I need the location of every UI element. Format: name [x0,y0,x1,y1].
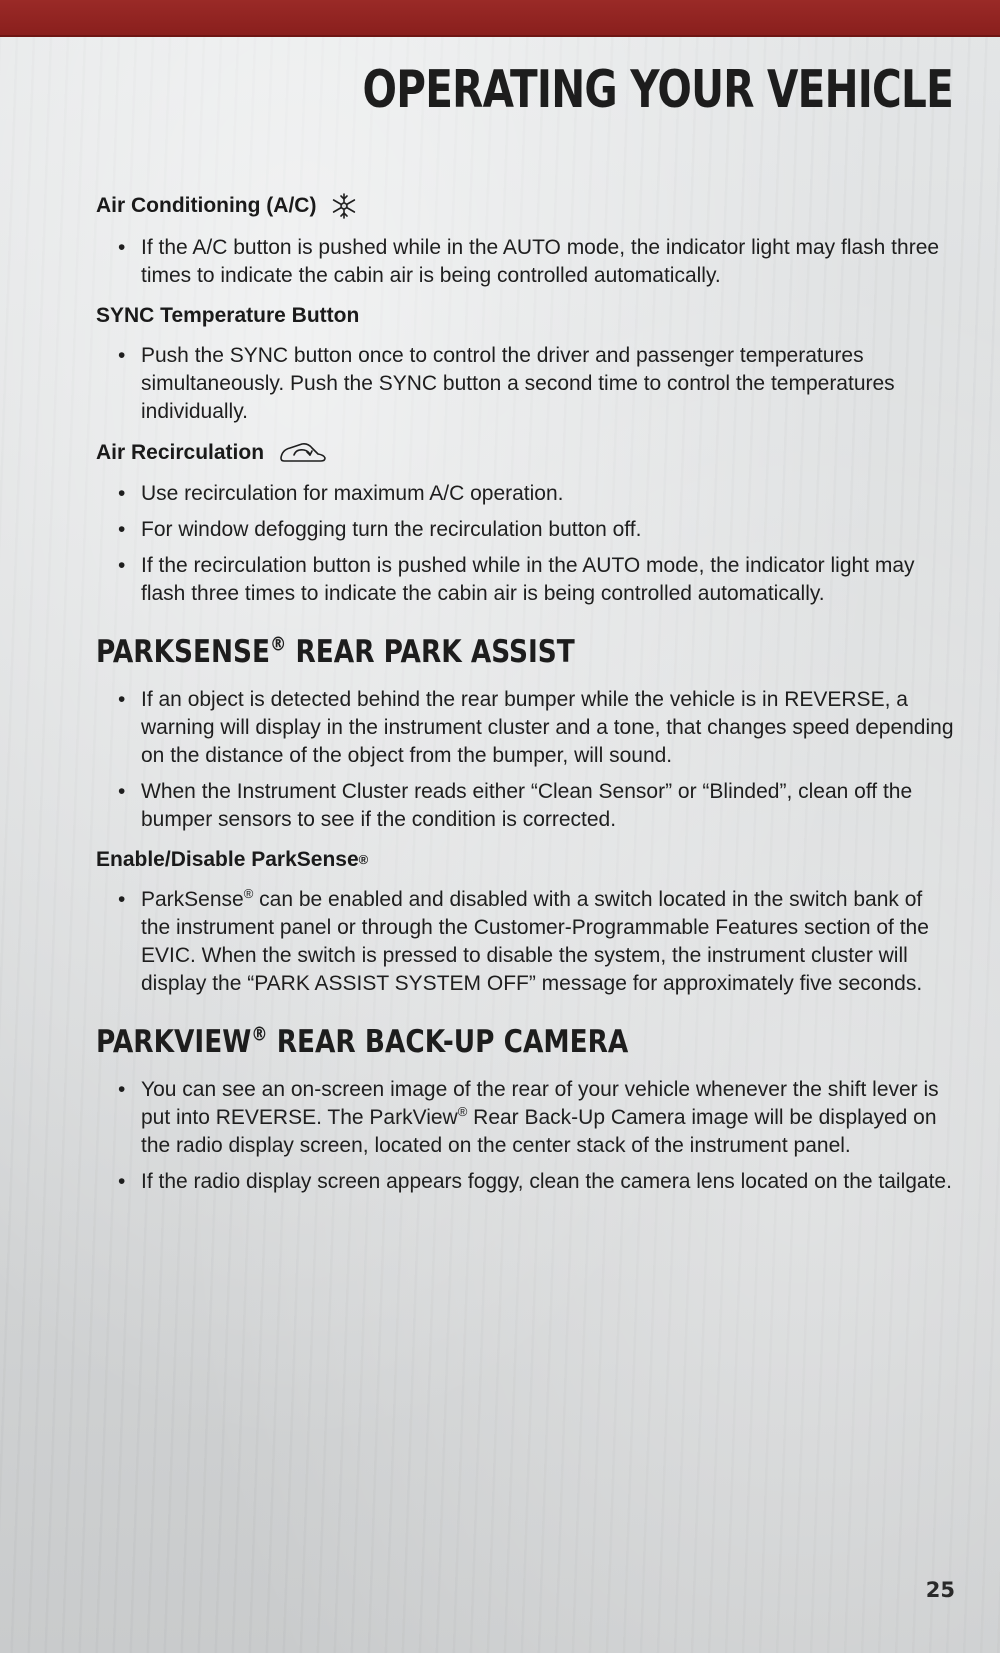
list-item: • If an object is detected behind the rear bumper while the vehicle is in REVERSE, a warning will display in the instrument cluster and a tone, that changes speed depending on the distance of the object from the bumper, will sound. [96,686,956,770]
list-item: • Use recirculation for maximum A/C operation. [96,480,956,508]
sync-heading [96,304,956,328]
ac-heading [96,192,956,220]
enable-parksense-heading: Enable/Disable ParkSense ® [96,848,369,871]
parksense-bullets [96,686,956,834]
list-item: • If the radio display screen appears foggy, clean the camera lens located on the tailgate. [96,1168,956,1196]
recirc-heading [96,440,956,466]
parksense-heading: PARKSENSE® REAR PARK ASSIST [96,632,575,670]
recirc-heading-text: Air Recirculation [96,441,265,464]
parkview-bullets [96,1076,956,1196]
recirculation-icon [278,440,328,466]
list-item: • If the A/C button is pushed while in the AUTO mode, the indicator light may flash three times to indicate the cabin air is being controlled automatically. [96,234,956,290]
list-item: • ParkSense® can be enabled and disabled with a switch located in the switch bank of the instrument panel or through the Customer-Programmable Features section of the EVIC. When the switch is pressed to disable the system, the instrument cluster will display the “PARK ASSIST SYSTEM OFF” message for approximately five seconds. [96,886,956,998]
top-banner [0,0,1000,37]
list-item: • Push the SYNC button once to control the driver and passenger temperatures simultaneously. Push the SYNC button a second time to control the temperatures individually. [96,342,956,426]
list-item: • You can see an on-screen image of the rear of your vehicle whenever the shift lever is put into REVERSE. The ParkView® Rear Back-Up Camera image will be displayed on the radio display screen, located on the center stack of the instrument panel. [96,1076,956,1160]
ac-heading-text: Air Conditioning (A/C) [96,194,317,217]
snowflake-icon [330,192,358,220]
list-item: • If the recirculation button is pushed while in the AUTO mode, the indicator light may flash three times to indicate the cabin air is being controlled automatically. [96,552,956,608]
ac-bullets [96,234,956,290]
recirc-bullets [96,480,956,608]
enable-bullets [96,886,956,998]
content [96,192,956,1210]
list-item: • When the Instrument Cluster reads either “Clean Sensor” or “Blinded”, clean off the bumper sensors to see if the condition is corrected. [96,778,956,834]
sync-heading-text: SYNC Temperature Button [96,304,360,327]
parkview-heading: PARKVIEW® REAR BACK-UP CAMERA [96,1022,629,1060]
page-number: 25 [925,1578,955,1602]
list-item: • For window defogging turn the recirculation button off. [96,516,956,544]
sync-bullets [96,342,956,426]
page-title: OPERATING YOUR VEHICLE [362,60,953,120]
